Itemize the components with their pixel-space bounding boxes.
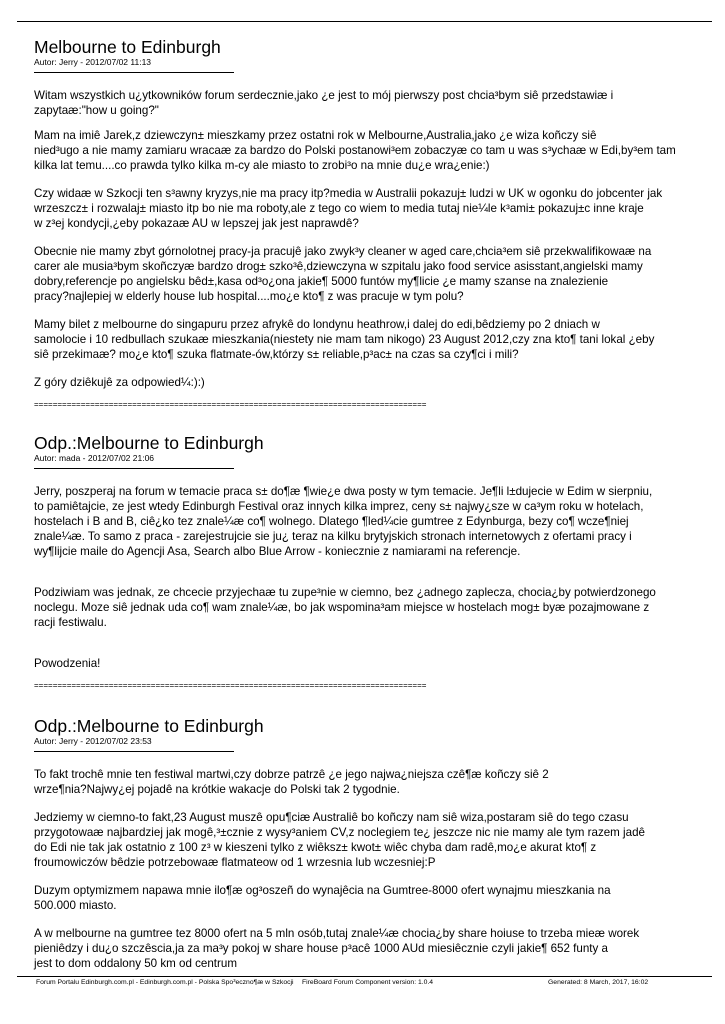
- post-paragraph: Mam na imiê Jarek,z dziewczyn± mieszkamy przez ostatni rok w Melbourne,Australia,jako ¿e wiza koñczy siê nied³ugo a nie mamy zamiaru wracaæ za bardzo do Polski postanowi³em zobaczyæ co tam u was s³ychaæ w Edi,by³em tam kilka lat temu....co prawda tylko kilka m-cy ale miasto to zrobi³o na mnie du¿e wra¿enie:): [34, 129, 676, 172]
- post-author-date: Autor: Jerry - 2012/07/02 11:13: [34, 57, 152, 67]
- post-paragraph: Witam wszystkich u¿ytkowników forum serdecznie,jako ¿e jest to mój pierwszy post chcia³bym siê przedstawiæ i zapytaæ:"how u going?": [34, 89, 614, 117]
- top-rule: [17, 21, 712, 22]
- footer-component-version: FireBoard Forum Component version: 1.0.4: [302, 979, 434, 986]
- post-paragraph: Podziwiam was jednak, ze chcecie przyjechaæ tu zupe³nie w ciemno, bez ¿adnego zaplecza, chocia¿by potwierdzonego noclegu. Moze siê jednak uda co¶ wam znale¼æ, bo jak wspomina³am miejsce w hostelach mog± byæ pozajmowane z racji festiwalu.: [34, 586, 656, 629]
- post-title: Odp.:Melbourne to Edinburgh: [34, 716, 264, 736]
- forum-post-1: [34, 37, 714, 410]
- post-paragraph: Mamy bilet z melbourne do singapuru przez afrykê do londynu heathrow,i dalej do edi,bêdziemy po 2 dniach w samolocie i 10 redbullach szukaæ mieszkania(niestety nie mam tam nikogo) 23 August 2012,czy zna kto¶ tani lokal ¿eby siê przekimaæ? mo¿e kto¶ szuka flatmate-ów,którzy s± reliable,p³ac± na czas sa czy¶ci i mili?: [34, 318, 655, 361]
- post-paragraph: Duzym optymizmem napawa mnie ilo¶æ og³oszeñ do wynajêcia na Gumtree-8000 ofert wynajmu mieszkania na 500.000 miasto.: [34, 884, 611, 912]
- post-separator: ====================================================================================: [34, 400, 427, 409]
- footer-site-name: Forum Portalu Edinburgh.com.pl - Edinburgh.com.pl - Polska Spo³eczno¶æ w Szkocji: [36, 979, 294, 986]
- post-paragraph: Jedziemy w ciemno-to fakt,23 August muszê opu¶ciæ Australiê bo koñczy nam siê wiza,postaram siê do tego czasu przygotowaæ najbardziej jak mogê,³±cznie z wysy³aniem CV,z noclegiem te¿ jeszcze nic nie mamy ale tym razem jadê do Edi nie tak jak ostatnio z 100 z³ w kieszeni tylko z wiêksz± kwot± wiêc chyba dam radê,mo¿e akurat kto¶ z froumowiczów bêdzie potrzebowaæ flatmateow od 1 wrzesnia lub wczesniej:P: [34, 811, 645, 869]
- post-title: Odp.:Melbourne to Edinburgh: [34, 433, 264, 453]
- footer-rule: [17, 976, 712, 977]
- forum-post-2: [34, 433, 714, 691]
- post-separator: ====================================================================================: [34, 681, 427, 690]
- post-paragraph: Z góry dziêkujê za odpowied¼:):): [34, 376, 205, 389]
- post-paragraph: Czy widaæ w Szkocji ten s³awny kryzys,nie ma pracy itp?media w Australii pokazuj± ludzi w UK w ogonku do jobcenter jak wrzeszcz± i rozwalaj± miasto itp bo nie ma roboty,ale z tego co wiem to media tutaj nie¼le k³ami± pokazuj±c inne kraje w z³ej kondycji,¿eby pokazaæ AU w lepszej jak jest naprawdê?: [34, 187, 663, 230]
- post-title: Melbourne to Edinburgh: [34, 37, 221, 57]
- post-paragraph: Jerry, poszperaj na forum w temacie praca s± do¶æ ¶wie¿e dwa posty w tym temacie. Je¶li l±dujecie w Edim w sierpniu, to pamiêtajcie, ze jest wtedy Edinburgh Festival oraz innych kilka imprez, ceny s± najwy¿sze w ca³ym roku w hotelach, hostelach i B and B, ciê¿ko tez znale¼æ co¶ wolnego. Dlatego ¶led¼cie gumtree z Edynburga, bezy co¶ wcze¶niej znale¼æ. To samo z praca - zarejestrujcie sie ju¿ teraz na kilku brytyjskich stronach internetowych z ofertami pracy i wy¶lijcie maile do Agencji Asa, Search albo Blue Arrow - koniecznie z namiarami na referencje.: [34, 485, 653, 558]
- post-author-date: Autor: mada - 2012/07/02 21:06: [34, 453, 155, 463]
- post-paragraph: A w melbourne na gumtree tez 8000 ofert na 5 mln osób,tutaj znale¼æ chocia¿by share hoiuse to trzeba mieæ worek pieniêdzy i du¿o szczêscia,ja za ma³y pokoj w share house p³acê 1000 AUd miesiêcznie czyli jakie¶ 652 funty a jest to dom oddalony 50 km od centrum: [34, 927, 640, 970]
- footer-generated-date: Generated: 8 March, 2017, 16:02: [548, 979, 649, 986]
- post-paragraph: To fakt trochê mnie ten festiwal martwi,czy dobrze patrzê ¿e jego najwa¿niejsza czê¶æ koñczy siê 2 wrze¶nia?Najwy¿ej pojadê na krótkie wakacje do Polski tak 2 tygodnie.: [34, 768, 549, 796]
- post-paragraph: Powodzenia!: [34, 657, 101, 670]
- forum-post-3: [34, 716, 714, 971]
- post-author-date: Autor: Jerry - 2012/07/02 23:53: [34, 736, 152, 746]
- post-paragraph: Obecnie nie mamy zbyt górnolotnej pracy-ja pracujê jako zwyk³y cleaner w aged care,chcia³em siê przekwalifikowaæ na carer ale musia³bym skoñczyæ bardzo drog± szko³ê,dziewczyna w szpitalu jako food service asisstant,angielski mamy dobry,referencje po angielsku bêd±,kasa od³o¿ona jakie¶ 5000 funtów my¶licie ¿e mamy szanse na znalezienie pracy?najlepiej w elderly house lub hospital....mo¿e kto¶ z was pracuje w tym polu?: [34, 245, 652, 303]
